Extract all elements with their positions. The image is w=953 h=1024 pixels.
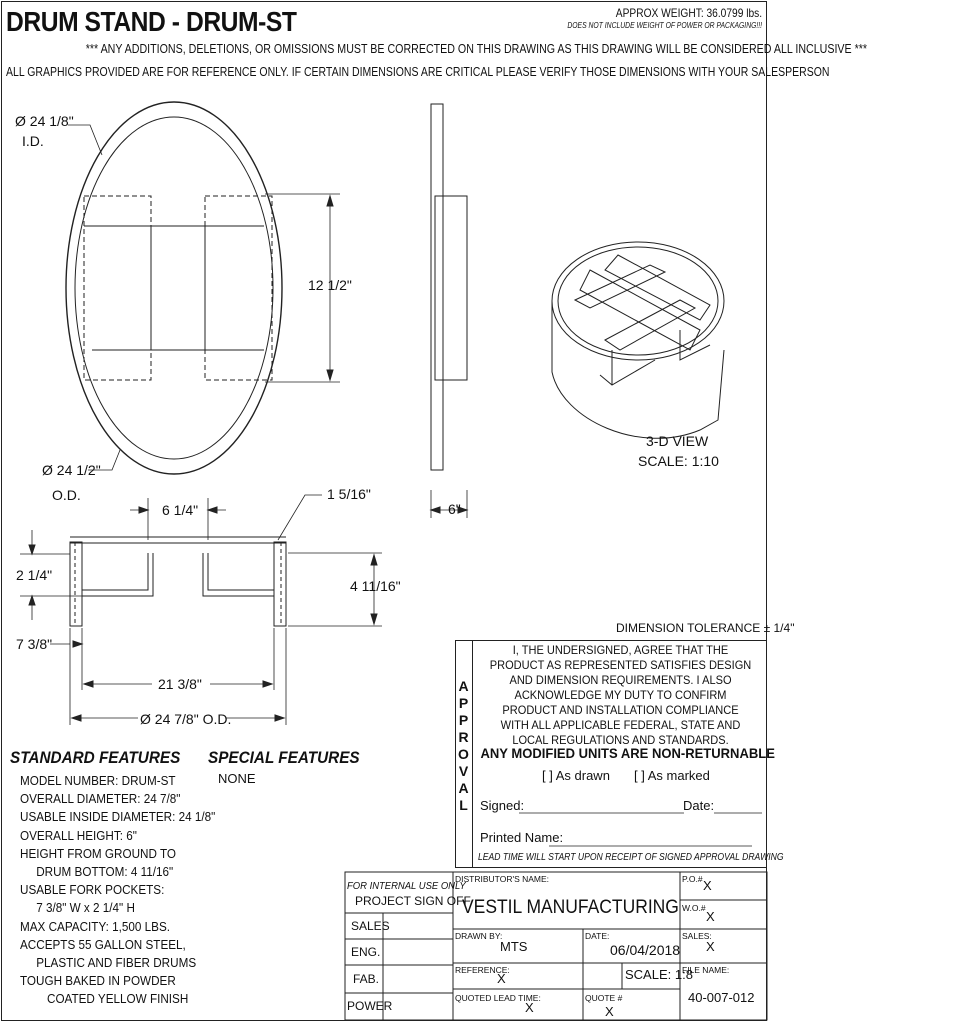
internal-use-label: FOR INTERNAL USE ONLY — [347, 880, 466, 892]
lead-time-note: LEAD TIME WILL START UPON RECEIPT OF SIGNED APPROVAL DRAWING — [478, 852, 784, 863]
overall-od-dim: Ø 24 7/8" O.D. — [140, 711, 232, 727]
wo-label: W.O.# — [682, 903, 706, 913]
tolerance-note: DIMENSION TOLERANCE ± 1/4" — [616, 621, 795, 635]
date-value: 06/04/2018 — [610, 942, 681, 958]
quote-value: X — [605, 1004, 614, 1019]
id-diameter-label: Ø 24 1/8" — [15, 113, 74, 129]
quoted-lead-value: X — [525, 1000, 534, 1015]
as-drawn-checkbox[interactable]: [ ] As drawn — [542, 768, 610, 783]
printed-name-field-label[interactable]: Printed Name: — [480, 830, 564, 845]
wo-value: X — [706, 909, 715, 924]
pocket-width-dim: 6 1/4" — [162, 502, 199, 518]
approval-statement: I, THE UNDERSIGNED, AGREE THAT THE PRODUCT AS REPRESENTED SATISFIES DESIGN AND DIMENSION REQUIREMENTS. I ALSO ACKNOWLEDGE MY DUTY TO CONFIRM PRODUCT AND INSTALLATION COMPLIANCE WITH ALL APPLICABLE FEDERAL, STATE AND LOCAL REGULATIONS AND STANDARDS. — [489, 643, 752, 747]
feature-item: USABLE INSIDE DIAMETER: 24 1/8" — [20, 809, 216, 825]
distributor-label: DISTRIBUTOR'S NAME: — [455, 874, 550, 884]
height-dim: 12 1/2" — [308, 277, 352, 293]
as-marked-checkbox[interactable]: [ ] As marked — [634, 768, 710, 783]
reference-notice: ALL GRAPHICS PROVIDED ARE FOR REFERENCE ONLY. IF CERTAIN DIMENSIONS ARE CRITICAL PLEASE VERIFY THOSE DIMENSIONS WITH YOUR SALESPERSON — [6, 65, 830, 79]
signoff-fab: FAB. — [353, 972, 380, 986]
feature-item: COATED YELLOW FINISH — [47, 991, 189, 1007]
approx-weight: APPROX WEIGHT: 36.0799 lbs. — [615, 6, 762, 20]
feature-item: 7 3/8" W x 2 1/4" H — [36, 900, 135, 916]
standard-features-heading: STANDARD FEATURES — [10, 748, 181, 767]
feature-item: ACCEPTS 55 GALLON STEEL, — [20, 936, 186, 952]
od-diameter-label: Ø 24 1/2" — [42, 462, 101, 478]
pocket-height-dim: 2 1/4" — [16, 567, 53, 583]
signoff-sales: SALES — [351, 919, 390, 933]
inner-span-dim: 21 3/8" — [158, 676, 202, 692]
scale-value: SCALE: 1:8 — [625, 967, 693, 982]
file-name-value: 40-007-012 — [688, 990, 755, 1005]
quoted-lead-label: QUOTED LEAD TIME: — [455, 993, 541, 1003]
signoff-power: POWER — [347, 999, 393, 1013]
od-label: O.D. — [52, 487, 81, 503]
distributor-name: VESTIL MANUFACTURING — [462, 897, 679, 918]
iso-view-label: 3-D VIEW — [646, 433, 709, 449]
id-label: I.D. — [22, 133, 44, 149]
feature-item: TOUGH BAKED IN POWDER — [20, 973, 176, 989]
iso-view — [552, 242, 724, 438]
feature-item: PLASTIC AND FIBER DRUMS — [36, 955, 197, 971]
feature-item: MODEL NUMBER: DRUM-ST — [20, 773, 176, 788]
feature-item: MAX CAPACITY: 1,500 LBS. — [20, 918, 171, 934]
feature-item: OVERALL HEIGHT: 6" — [20, 827, 137, 843]
ground-height-dim: 4 11/16" — [350, 578, 401, 594]
sales-value: X — [706, 939, 715, 954]
date-field-label[interactable]: Date: — [683, 798, 715, 813]
special-features-value: NONE — [218, 771, 256, 786]
iso-view-scale: SCALE: 1:10 — [638, 453, 719, 469]
top-view — [66, 102, 340, 474]
reference-value: X — [497, 971, 506, 986]
file-name-label: FILE NAME: — [682, 965, 730, 975]
po-label: P.O.# — [682, 874, 703, 884]
standard-features-list — [20, 772, 237, 1009]
special-features-heading: SPECIAL FEATURES — [208, 748, 360, 767]
quote-label: QUOTE # — [585, 993, 623, 1003]
weight-note: DOES NOT INCLUDE WEIGHT OF POWER OR PACKAGING!!! — [567, 21, 762, 30]
feature-item: USABLE FORK POCKETS: — [20, 882, 165, 898]
feature-item: HEIGHT FROM GROUND TO — [20, 845, 177, 861]
drawn-by-label: DRAWN BY: — [455, 931, 503, 941]
signoff-eng: ENG. — [351, 945, 381, 959]
side-height-dim: 6" — [448, 501, 461, 517]
feature-item: DRUM BOTTOM: 4 11/16" — [36, 864, 174, 880]
approval-vertical-label: A P P R O V A L — [455, 640, 473, 868]
signed-field-label[interactable]: Signed: — [480, 798, 525, 813]
drawn-by-value: MTS — [500, 939, 528, 954]
po-value: X — [703, 878, 712, 893]
date-label: DATE: — [585, 931, 610, 941]
project-signoff-title: PROJECT SIGN OFF — [355, 894, 471, 908]
reference-label: REFERENCE: — [455, 965, 510, 975]
inclusive-notice: *** ANY ADDITIONS, DELETIONS, OR OMISSIONS MUST BE CORRECTED ON THIS DRAWING AS THIS DRAWING WILL BE CONSIDERED ALL INCLUSIVE *** — [85, 41, 868, 56]
non-returnable-notice: ANY MODIFIED UNITS ARE NON-RETURNABLE — [480, 745, 775, 761]
side-view — [431, 104, 467, 518]
sales-label: SALES: — [682, 931, 712, 941]
feature-item: OVERALL DIAMETER: 24 7/8" — [20, 791, 181, 807]
pocket-depth-dim: 7 3/8" — [16, 636, 53, 652]
top-thickness-dim: 1 5/16" — [327, 486, 371, 502]
drawing-title: DRUM STAND - DRUM-ST — [6, 6, 297, 37]
